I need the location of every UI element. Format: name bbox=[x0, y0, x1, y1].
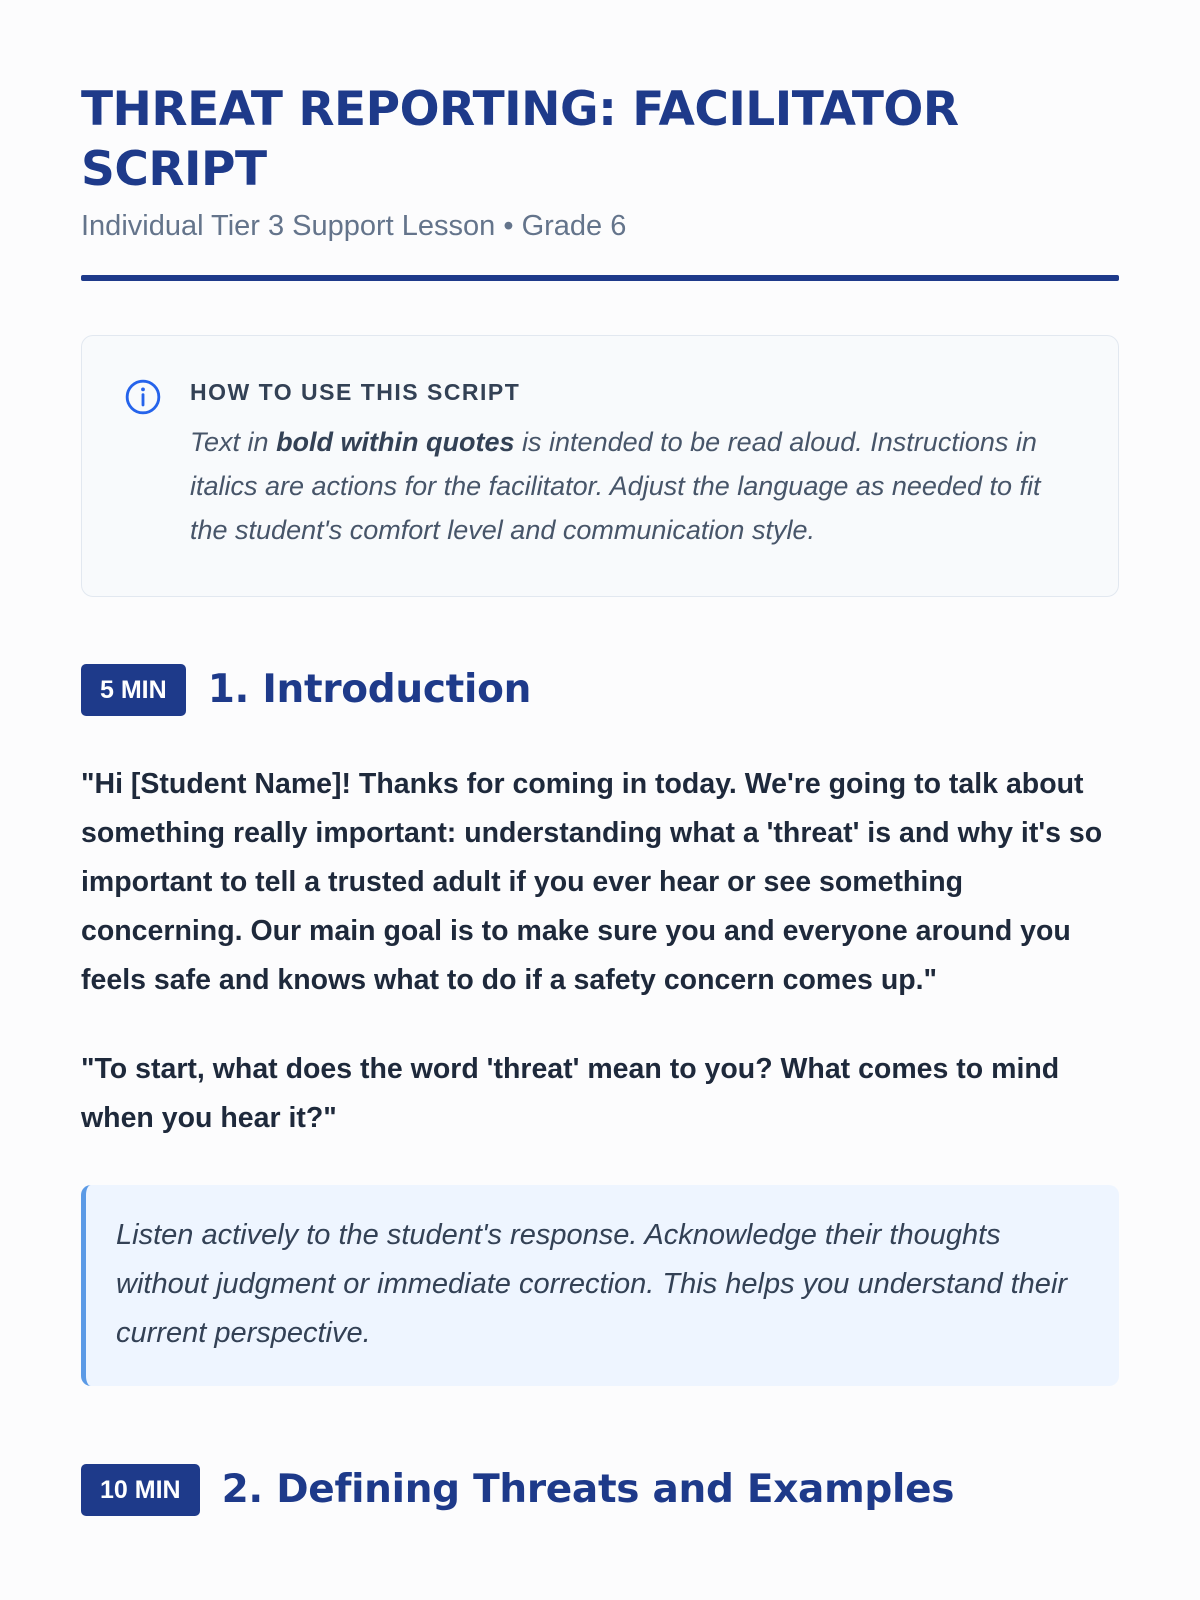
header-divider bbox=[81, 275, 1119, 281]
section-title: 2. Defining Threats and Examples bbox=[221, 1467, 955, 1512]
section-heading-defining-threats bbox=[81, 1464, 1119, 1516]
how-to-use-text bbox=[190, 420, 1074, 552]
read-aloud-quote: "To start, what does the word 'threat' mean to you? What comes to mind when you hear it?" bbox=[81, 1053, 1060, 1134]
how-to-use-content bbox=[190, 378, 1074, 552]
how-to-use-text-after: is intended to be read aloud. Instructions in italics are actions for the facilitator. Adjust the language as needed to fit the student's comfort level and communication style. bbox=[190, 427, 1041, 545]
read-aloud-quote: "Hi [Student Name]! Thanks for coming in today. We're going to talk about something really important: understanding what a 'threat' is and why it's so important to tell a trusted adult if you ever hear or see something concerning. Our main goal is to make sure you and everyone around you feels safe and knows what to do if a safety concern comes up." bbox=[81, 768, 1103, 996]
duration-badge: 5 MIN bbox=[81, 664, 186, 716]
how-to-use-text-before: Text in bbox=[190, 427, 277, 457]
section-heading-introduction bbox=[81, 664, 1119, 716]
facilitator-note: Listen actively to the student's response. Acknowledge their thoughts without judgment or immediate correction. This helps you understand their current perspective. bbox=[81, 1185, 1119, 1386]
page-title: THREAT REPORTING: FACILITATOR SCRIPT bbox=[81, 82, 959, 197]
how-to-use-title: HOW TO USE THIS SCRIPT bbox=[190, 379, 521, 405]
info-circle-icon bbox=[124, 378, 162, 416]
how-to-use-box bbox=[81, 335, 1119, 597]
duration-badge: 10 MIN bbox=[81, 1464, 200, 1516]
section-title: 1. Introduction bbox=[207, 667, 532, 712]
how-to-use-text-bold: bold within quotes bbox=[276, 427, 515, 457]
page-subtitle: Individual Tier 3 Support Lesson • Grade 6 bbox=[81, 210, 627, 242]
